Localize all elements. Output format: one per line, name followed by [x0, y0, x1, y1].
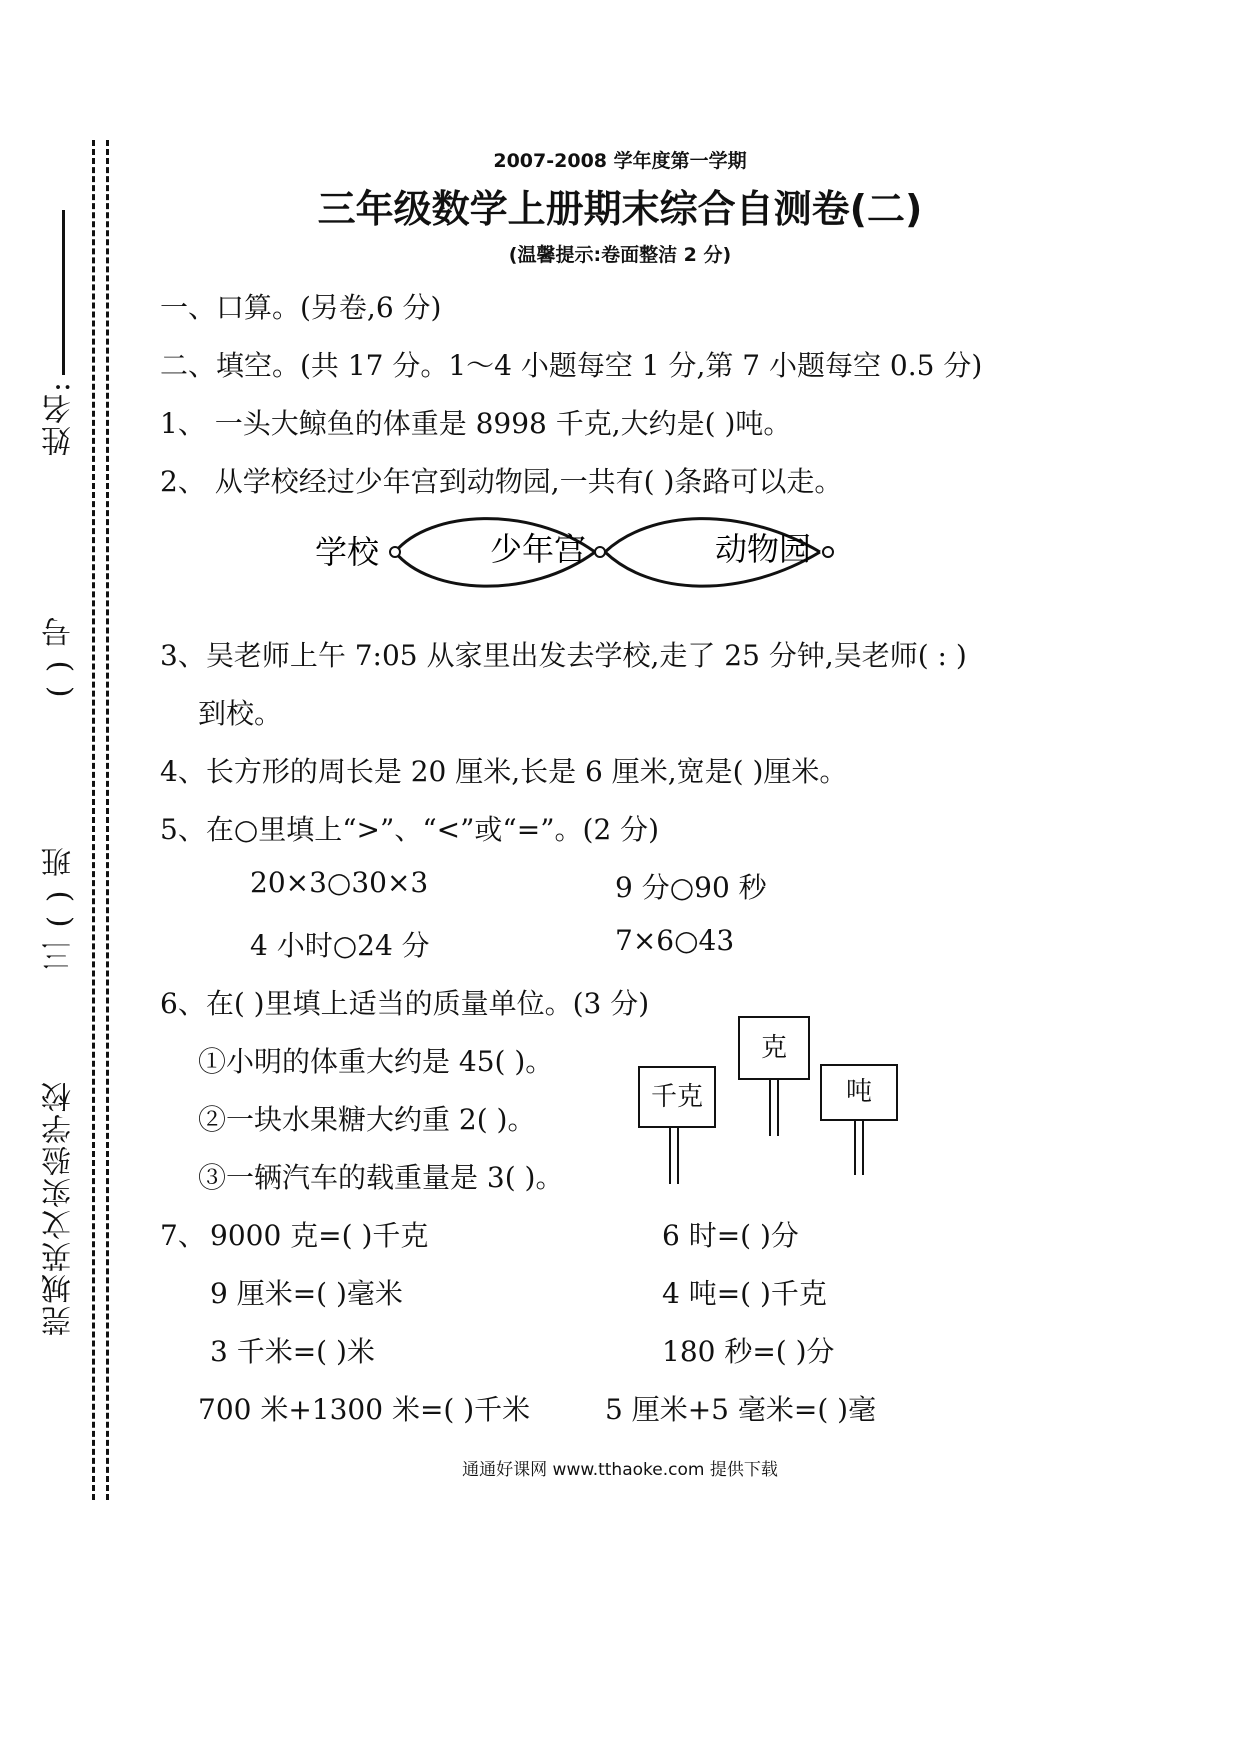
question-6-item: ③一辆汽车的载重量是 3( )。: [198, 1161, 564, 1194]
question-7-item: 3 千米=( )米: [210, 1335, 375, 1368]
sign-post-kilogram: [669, 1124, 679, 1184]
page-title: 三年级数学上册期末综合自测卷(二): [317, 187, 923, 231]
sign-kilogram: 千克: [638, 1066, 716, 1128]
section-1-heading: 一、口算。(另卷,6 分): [160, 291, 442, 324]
route-node-palace: [595, 547, 605, 557]
sign-gram: 克: [738, 1016, 810, 1080]
class-label: 三 ( ) 班: [42, 845, 77, 972]
question-7-item: 700 米+1300 米=( )千米: [198, 1393, 531, 1426]
question-6: 6、在( )里填上适当的质量单位。(3 分): [160, 987, 650, 1020]
sign-post-ton: [854, 1117, 864, 1175]
question-7-item: 9 厘米=( )毫米: [210, 1277, 403, 1310]
question-7-item: 9000 克=( )千克: [210, 1219, 429, 1252]
name-blank-line: [62, 210, 65, 375]
sign-ton: 吨: [820, 1064, 898, 1121]
binding-dashed-line-right: [106, 140, 109, 1500]
question-3-line-2: 到校。: [198, 697, 283, 730]
question-2: 2、 从学校经过少年宫到动物园,一共有( )条路可以走。: [160, 465, 843, 498]
question-5-item: 7×6○43: [615, 924, 735, 957]
question-5-item: 9 分○90 秒: [615, 871, 767, 904]
question-5: 5、在○里填上“>”、“<”或“=”。(2 分): [160, 813, 660, 846]
question-1: 1、 一头大鲸鱼的体重是 8998 千克,大约是( )吨。: [160, 407, 792, 440]
route-node-zoo: [823, 547, 833, 557]
question-7-label: 7、: [160, 1219, 206, 1252]
question-3-line-1: 3、吴老师上午 7:05 从家里出发去学校,走了 25 分钟,吴老师( : ): [160, 639, 967, 672]
section-2-heading: 二、填空。(共 17 分。1～4 小题每空 1 分,第 7 小题每空 0.5 分): [160, 349, 983, 382]
question-7-item: 6 时=( )分: [662, 1219, 799, 1252]
question-7-item: 180 秒=( )分: [662, 1335, 835, 1368]
question-4: 4、长方形的周长是 20 厘米,长是 6 厘米,宽是( )厘米。: [160, 755, 848, 788]
route-node-school: [390, 547, 400, 557]
student-number-label: ( ) 号: [42, 615, 77, 698]
sign-post-gram: [769, 1076, 779, 1136]
diagram-label-palace: 少年宫: [490, 530, 587, 568]
name-label: 姓名:: [42, 380, 77, 457]
route-diagram: [300, 500, 860, 610]
neatness-tip: (温馨提示:卷面整洁 2 分): [508, 244, 732, 266]
binding-dashed-line-left: [92, 140, 95, 1500]
question-5-item: 20×3○30×3: [250, 866, 429, 899]
school-year: 2007-2008 学年度第一学期: [493, 150, 747, 172]
question-6-item: ②一块水果糖大约重 2( )。: [198, 1103, 536, 1136]
question-7-item: 5 厘米+5 毫米=( )毫: [605, 1393, 877, 1426]
diagram-label-school: 学校: [315, 533, 380, 571]
question-5-item: 4 小时○24 分: [250, 929, 430, 962]
question-6-item: ①小明的体重大约是 45( )。: [198, 1045, 554, 1078]
diagram-label-zoo: 动物园: [715, 530, 812, 568]
question-7-item: 4 吨=( )千克: [662, 1277, 827, 1310]
school-name: 莞城英文实验学校: [42, 1080, 77, 1336]
footer-source: 通通好课网 www.tthaoke.com 提供下载: [462, 1460, 778, 1480]
